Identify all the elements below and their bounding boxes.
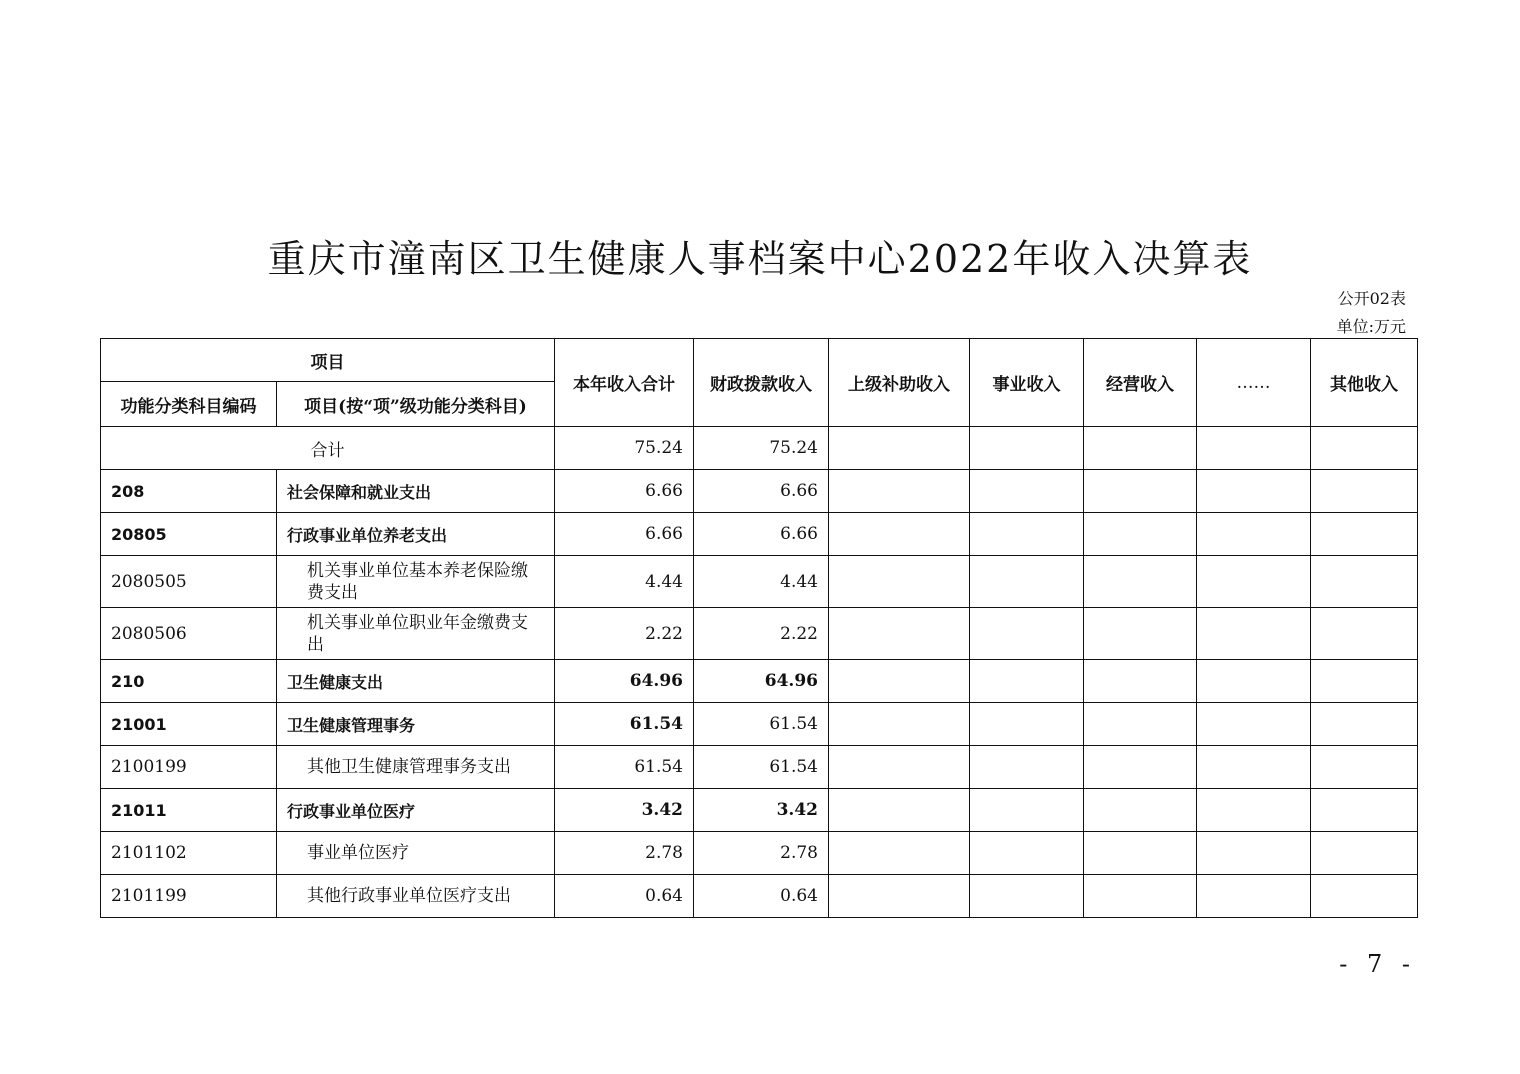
table-row xyxy=(101,832,1418,875)
fiscal-cell: 61.54 xyxy=(694,746,829,789)
header-total: 本年收入合计 xyxy=(555,339,694,427)
fiscal-cell: 0.64 xyxy=(694,875,829,918)
name-cell: 社会保障和就业支出 xyxy=(277,470,555,513)
name-cell: 行政事业单位医疗 xyxy=(277,789,555,832)
name-cell: 事业单位医疗 xyxy=(277,832,555,875)
code-cell: 2101199 xyxy=(101,875,277,918)
name-cell: 卫生健康管理事务 xyxy=(277,703,555,746)
table-row-total xyxy=(101,427,1418,470)
fiscal-cell: 2.22 xyxy=(694,608,829,660)
income-table xyxy=(100,338,1418,918)
fiscal-cell: 6.66 xyxy=(694,470,829,513)
code-cell: 2080505 xyxy=(101,556,277,608)
name-cell: 行政事业单位养老支出 xyxy=(277,513,555,556)
total-label: 合计 xyxy=(101,427,555,470)
table-row xyxy=(101,608,1418,660)
code-cell: 208 xyxy=(101,470,277,513)
code-cell: 2080506 xyxy=(101,608,277,660)
page-number: - 7 - xyxy=(1339,950,1416,978)
total-cell: 6.66 xyxy=(555,470,694,513)
fiscal-cell: 6.66 xyxy=(694,513,829,556)
fiscal-cell: 75.24 xyxy=(694,427,829,470)
header-ellipsis: …… xyxy=(1197,339,1311,427)
total-cell: 2.78 xyxy=(555,832,694,875)
fiscal-cell: 3.42 xyxy=(694,789,829,832)
total-cell: 3.42 xyxy=(555,789,694,832)
fiscal-cell: 61.54 xyxy=(694,703,829,746)
header-business: 事业收入 xyxy=(970,339,1084,427)
total-cell: 61.54 xyxy=(555,746,694,789)
fiscal-cell: 2.78 xyxy=(694,832,829,875)
name-cell: 其他卫生健康管理事务支出 xyxy=(277,746,555,789)
table-row xyxy=(101,556,1418,608)
table-row xyxy=(101,875,1418,918)
total-cell: 2.22 xyxy=(555,608,694,660)
fiscal-cell: 64.96 xyxy=(694,660,829,703)
header-other: 其他收入 xyxy=(1311,339,1418,427)
code-cell: 2101102 xyxy=(101,832,277,875)
total-cell: 0.64 xyxy=(555,875,694,918)
name-cell: 其他行政事业单位医疗支出 xyxy=(277,875,555,918)
page-title: 重庆市潼南区卫生健康人事档案中心2022年收入决算表 xyxy=(267,237,1253,281)
total-cell: 75.24 xyxy=(555,427,694,470)
table-row xyxy=(101,660,1418,703)
header-func-code: 功能分类科目编码 xyxy=(101,382,277,427)
name-cell: 机关事业单位基本养老保险缴费支出 xyxy=(277,556,555,608)
table-row xyxy=(101,703,1418,746)
name-cell: 机关事业单位职业年金缴费支出 xyxy=(277,608,555,660)
total-cell: 6.66 xyxy=(555,513,694,556)
code-cell: 21011 xyxy=(101,789,277,832)
table-row xyxy=(101,789,1418,832)
total-cell: 61.54 xyxy=(555,703,694,746)
unit-label: 单位:万元 xyxy=(1336,317,1406,336)
header-item-group: 项目 xyxy=(101,339,555,382)
header-fiscal: 财政拨款收入 xyxy=(694,339,829,427)
header-superior: 上级补助收入 xyxy=(829,339,970,427)
header-operating: 经营收入 xyxy=(1084,339,1197,427)
name-cell: 卫生健康支出 xyxy=(277,660,555,703)
code-cell: 21001 xyxy=(101,703,277,746)
total-cell: 64.96 xyxy=(555,660,694,703)
total-cell: 4.44 xyxy=(555,556,694,608)
table-code: 公开02表 xyxy=(1337,289,1406,308)
code-cell: 2100199 xyxy=(101,746,277,789)
table-row xyxy=(101,513,1418,556)
code-cell: 20805 xyxy=(101,513,277,556)
header-item-name: 项目(按“项”级功能分类科目) xyxy=(277,382,555,427)
table-row xyxy=(101,470,1418,513)
fiscal-cell: 4.44 xyxy=(694,556,829,608)
table-row xyxy=(101,746,1418,789)
code-cell: 210 xyxy=(101,660,277,703)
